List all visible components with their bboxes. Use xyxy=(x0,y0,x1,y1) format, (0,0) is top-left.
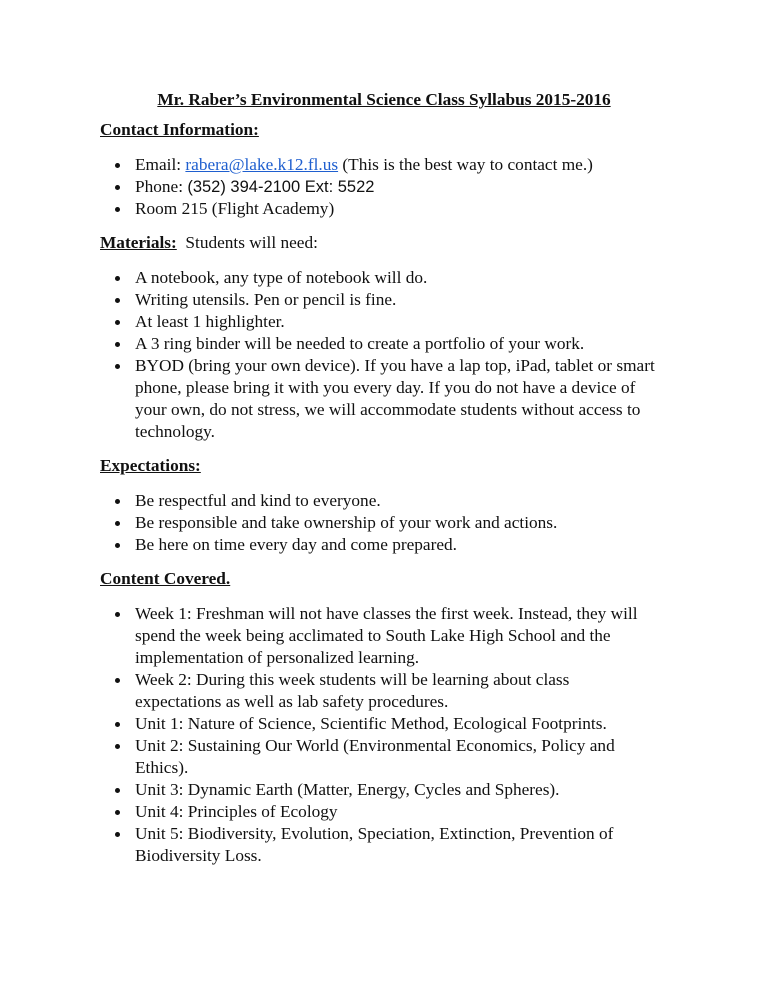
expectations-heading: Expectations: xyxy=(100,456,201,475)
list-item: A 3 ring binder will be needed to create a portfolio of your work. xyxy=(100,333,660,355)
email-link[interactable]: rabera@lake.k12.fl.us xyxy=(185,155,339,174)
list-item: Unit 4: Principles of Ecology xyxy=(100,801,660,823)
materials-line xyxy=(100,232,668,254)
list-item: Unit 2: Sustaining Our World (Environmental Economics, Policy and Ethics). xyxy=(100,735,660,779)
content-heading: Content Covered. xyxy=(100,569,231,588)
list-item: Unit 5: Biodiversity, Evolution, Speciation, Extinction, Prevention of Biodiversity Loss. xyxy=(100,823,660,867)
list-item: BYOD (bring your own device). If you have a lap top, iPad, tablet or smart phone, please bring it with you every day. If you do not have a device of your own, do not stress, we will accommodate students without access to technology. xyxy=(100,355,660,443)
phone-number: (352) 394-2100 Ext: 5522 xyxy=(187,178,375,196)
document-title: Mr. Raber’s Environmental Science Class Syllabus 2015-2016 xyxy=(157,90,611,109)
list-item: Week 1: Freshman will not have classes the first week. Instead, they will spend the week being acclimated to South Lake High School and the implementation of personalized learning. xyxy=(100,603,660,669)
email-label: Email: xyxy=(135,155,186,174)
list-item: Week 2: During this week students will be learning about class expectations as well as lab safety procedures. xyxy=(100,669,660,713)
room-item: Room 215 (Flight Academy) xyxy=(100,198,660,220)
list-item: At least 1 highlighter. xyxy=(100,311,660,333)
list-item: Be here on time every day and come prepared. xyxy=(100,534,660,556)
phone-label: Phone: xyxy=(135,177,188,196)
list-item: Unit 3: Dynamic Earth (Matter, Energy, Cycles and Spheres). xyxy=(100,779,660,801)
list-item: Be respectful and kind to everyone. xyxy=(100,490,660,512)
email-note: (This is the best way to contact me.) xyxy=(338,155,593,174)
materials-list xyxy=(100,267,668,443)
contact-list xyxy=(100,154,668,220)
list-item: A notebook, any type of notebook will do. xyxy=(100,267,660,289)
list-item: Be responsible and take ownership of your work and actions. xyxy=(100,512,660,534)
email-item xyxy=(100,154,660,176)
materials-heading: Materials: xyxy=(100,233,177,252)
contact-heading: Contact Information: xyxy=(100,120,259,139)
content-list xyxy=(100,603,668,867)
materials-intro: Students will need: xyxy=(176,233,318,252)
list-item: Unit 1: Nature of Science, Scientific Method, Ecological Footprints. xyxy=(100,713,660,735)
expectations-list xyxy=(100,490,668,556)
list-item: Writing utensils. Pen or pencil is fine. xyxy=(100,289,660,311)
phone-item xyxy=(100,176,660,198)
